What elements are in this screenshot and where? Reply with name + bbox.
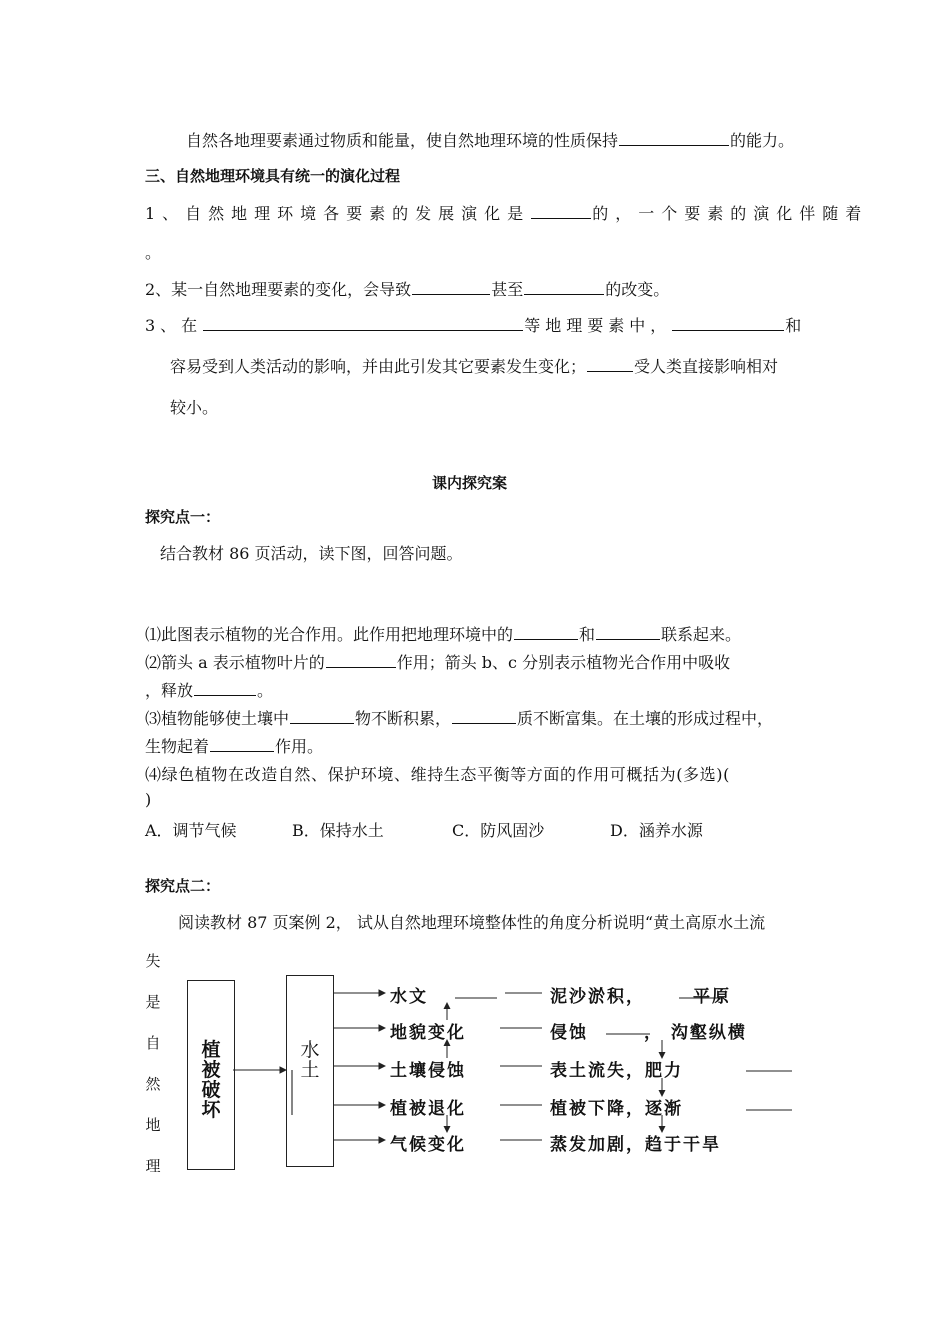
row-climate-right: 蒸发加剧，趋于干旱 <box>550 1135 721 1155</box>
question-3: ⑶植物能够使土壤中 物不断积累， 质不断富集。在土壤的形成过程中， <box>145 709 774 728</box>
question-4-end: ) <box>145 790 152 809</box>
row-landform-left: 地貌变化 <box>390 1023 466 1043</box>
row-climate-left: 气候变化 <box>390 1135 466 1155</box>
row-hydrology-left: 水文 <box>390 987 428 1007</box>
question-2: ⑵箭头 a 表示植物叶片的 作用；箭头 b、c 分别表示植物光合作用中吸收 <box>145 653 731 672</box>
row-hydrology-right: 泥沙淤积， 平原 <box>550 987 731 1007</box>
item-2: 2、某一自然地理要素的变化，会导致 甚至 的改变。 <box>145 280 670 299</box>
vertical-char: 失 <box>145 952 161 970</box>
row-vegetation-left: 植被退化 <box>390 1099 466 1119</box>
option-d[interactable]: D．涵养水源 <box>610 821 703 840</box>
vertical-char: 理 <box>145 1157 161 1175</box>
question-2-cont: ，释放 。 <box>145 681 274 700</box>
point-1-intro: 结合教材 86 页活动，读下图，回答问题。 <box>160 544 463 563</box>
question-3-cont: 生物起着 作用。 <box>145 737 324 756</box>
vertical-char: 是 <box>145 993 161 1011</box>
item-3: 3、在 等地理要素中， 和 <box>145 316 807 335</box>
point-2-heading: 探究点二： <box>145 877 221 895</box>
item-3-cont: 容易受到人类活动的影响，并由此引发其它要素发生变化； 受人类直接影响相对 <box>170 357 779 376</box>
row-vegetation-right: 植被下降，逐渐 <box>550 1099 683 1119</box>
row-landform-right: 侵蚀 ， 沟壑纵横 <box>550 1023 747 1043</box>
ability-line: 自然各地理要素通过物质和能量，使自然地理环境的性质保持 的能力。 <box>186 131 795 150</box>
option-a[interactable]: A．调节气候 <box>145 821 237 840</box>
point-2-intro: 阅读教材 87 页案例 2， 试从自然地理环境整体性的角度分析说明“黄土高原水土流 <box>178 913 766 932</box>
vertical-char: 自 <box>145 1034 161 1052</box>
box-soil-water-label: 水土 <box>300 1039 320 1081</box>
question-4: ⑷绿色植物在改造自然、保护环境、维持生态平衡等方面的作用可概括为(多选)( <box>145 765 730 784</box>
row-soil-left: 土壤侵蚀 <box>390 1061 466 1081</box>
option-c[interactable]: C．防风固沙 <box>452 821 545 840</box>
point-1-heading: 探究点一： <box>145 508 221 526</box>
item-1: 1、自然地理环境各要素的发展演化是 的，一个要素的演化伴随着 <box>145 204 869 223</box>
vertical-char: 然 <box>145 1075 161 1093</box>
row-soil-right: 表土流失，肥力 <box>550 1061 683 1081</box>
vertical-char: 地 <box>145 1116 161 1134</box>
question-1: ⑴此图表示植物的光合作用。此作用把地理环境中的 和 联系起来。 <box>145 625 742 644</box>
section-heading: 三、自然地理环境具有统一的演化过程 <box>145 167 401 185</box>
page-title: 课内探究案 <box>432 474 508 492</box>
item-3-end: 较小。 <box>170 398 219 417</box>
item-1-end: 。 <box>145 243 162 262</box>
option-b[interactable]: B．保持水土 <box>292 821 384 840</box>
box-vegetation-label: 植被破坏 <box>201 1039 221 1121</box>
